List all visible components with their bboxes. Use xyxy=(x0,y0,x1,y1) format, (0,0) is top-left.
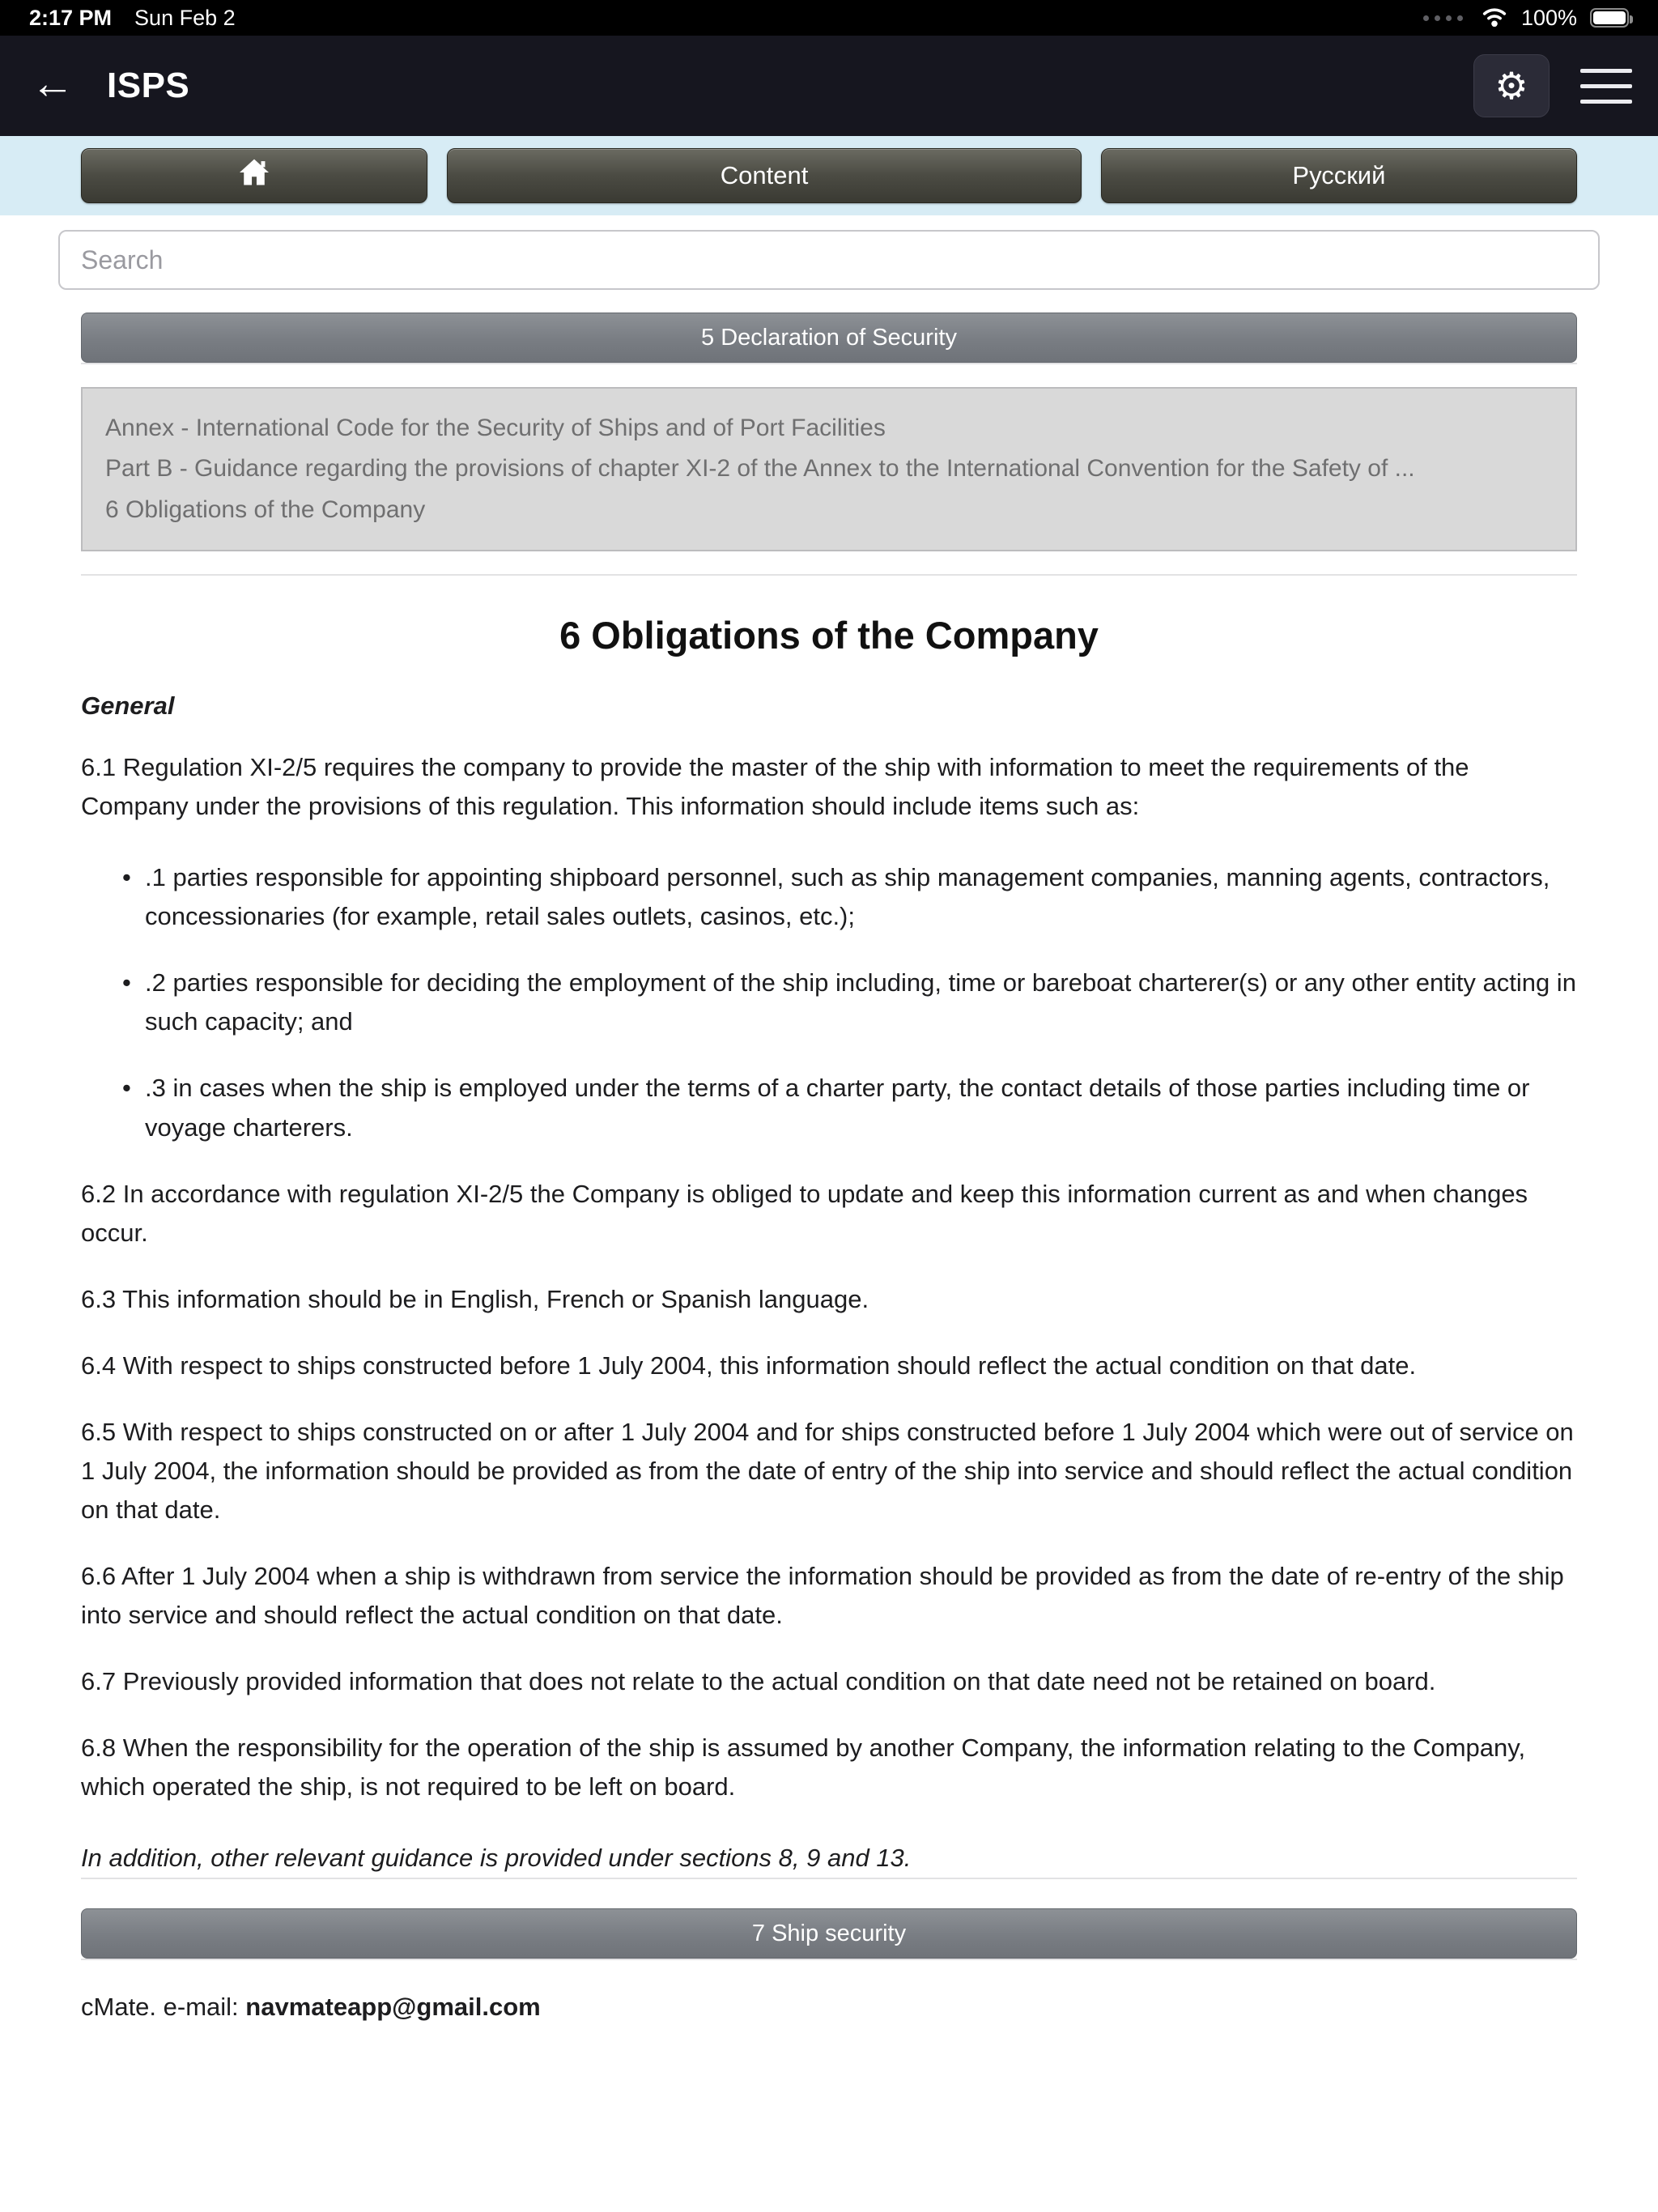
search-input[interactable] xyxy=(58,230,1600,290)
app-header xyxy=(0,36,1658,136)
breadcrumb-line-annex[interactable]: Annex - International Code for the Security of Ships and of Port Facilities xyxy=(105,415,886,441)
paragraph-6-2: 6.2 In accordance with regulation XI-2/5 the Company is obliged to update and keep this information current as and when changes occur. xyxy=(81,1179,1528,1247)
back-button[interactable] xyxy=(24,59,87,110)
status-time: 2:17 PM xyxy=(29,5,113,30)
cellular-signal-icon xyxy=(1423,15,1463,21)
content-button[interactable]: Content xyxy=(447,148,1082,203)
divider xyxy=(81,1959,1577,1960)
article xyxy=(0,613,1658,1878)
page-title: 6 Obligations of the Company xyxy=(559,614,1099,657)
paragraph-6-3: 6.3 This information should be in English, French or Spanish language. xyxy=(81,1284,869,1313)
paragraph-6-7: 6.7 Previously provided information that does not relate to the actual condition on that date need not be retained on board. xyxy=(81,1666,1436,1695)
divider xyxy=(81,574,1577,576)
home-button[interactable] xyxy=(81,148,427,203)
status-left xyxy=(29,6,236,31)
language-button[interactable]: Русский xyxy=(1101,148,1577,203)
paragraph-6-6: 6.6 After 1 July 2004 when a ship is withdrawn from service the information should be provided as from the date of re-entry of the ship into service and should reflect the actual condition on that date. xyxy=(81,1561,1564,1629)
breadcrumb-line-chapter[interactable]: 6 Obligations of the Company xyxy=(105,496,426,523)
battery-icon xyxy=(1590,8,1629,28)
app-title: ISPS xyxy=(107,66,190,105)
breadcrumb[interactable] xyxy=(81,387,1577,551)
paragraph-6-1: 6.1 Regulation XI-2/5 requires the company to provide the master of the ship with information to meet the requirements of the Company under the provisions of this regulation. This information should include items such as: xyxy=(81,753,1469,821)
divider xyxy=(81,1878,1577,1879)
prev-section-button[interactable]: 5 Declaration of Security xyxy=(81,313,1577,363)
search-section xyxy=(0,215,1658,313)
status-bar xyxy=(0,0,1658,36)
paragraph-6-4: 6.4 With respect to ships constructed before 1 July 2004, this information should reflect the actual condition on that date. xyxy=(81,1351,1417,1380)
paragraph-6-5: 6.5 With respect to ships constructed on or after 1 July 2004 and for ships constructed before 1 July 2004 which were out of service on 1 July 2004, the information should be provided as from the date of entry of the ship into service and should reflect the actual condition on that date. xyxy=(81,1417,1574,1524)
toolbar-strip xyxy=(0,136,1658,215)
menu-button[interactable] xyxy=(1579,64,1634,108)
gear-icon: ⚙ xyxy=(1494,64,1528,108)
list-item: • .2 parties responsible for deciding the employment of the ship including, time or bareboat charterer(s) or any other entity acting in such capacity; and xyxy=(122,963,1577,1041)
footer-email[interactable]: navmateapp@gmail.com xyxy=(245,1993,541,2022)
home-icon xyxy=(238,158,270,194)
status-date: Sun Feb 2 xyxy=(134,5,236,30)
footer xyxy=(81,1993,1577,2022)
breadcrumb-line-part[interactable]: Part B - Guidance regarding the provisions of chapter XI-2 of the Annex to the International Convention for the Safety of ... xyxy=(105,455,1415,483)
list-item: • .1 parties responsible for appointing shipboard personnel, such as ship management companies, manning agents, contractors, concessionaries (for example, retail sales outlets, casinos, etc.); xyxy=(122,858,1577,936)
status-right xyxy=(1423,3,1629,33)
next-section-button[interactable]: 7 Ship security xyxy=(81,1908,1577,1959)
divider xyxy=(81,363,1577,364)
list-item: • .3 in cases when the ship is employed under the terms of a charter party, the contact details of those parties including time or voyage charterers. xyxy=(122,1069,1577,1146)
back-arrow-icon: ← xyxy=(31,59,74,108)
general-label: General xyxy=(81,691,175,721)
settings-button[interactable] xyxy=(1473,54,1550,117)
paragraph-6-8: 6.8 When the responsibility for the operation of the ship is assumed by another Company, the information relating to the Company, which operated the ship, is not required to be left on board. xyxy=(81,1733,1526,1802)
hamburger-menu-icon xyxy=(1580,69,1632,73)
wifi-icon xyxy=(1479,3,1510,33)
battery-percent: 100% xyxy=(1520,5,1577,30)
bullet-list xyxy=(81,858,1577,1146)
footer-prefix: cMate. e-mail: xyxy=(81,1993,246,2022)
guidance-note: In addition, other relevant guidance is provided under sections 8, 9 and 13. xyxy=(81,1844,912,1873)
